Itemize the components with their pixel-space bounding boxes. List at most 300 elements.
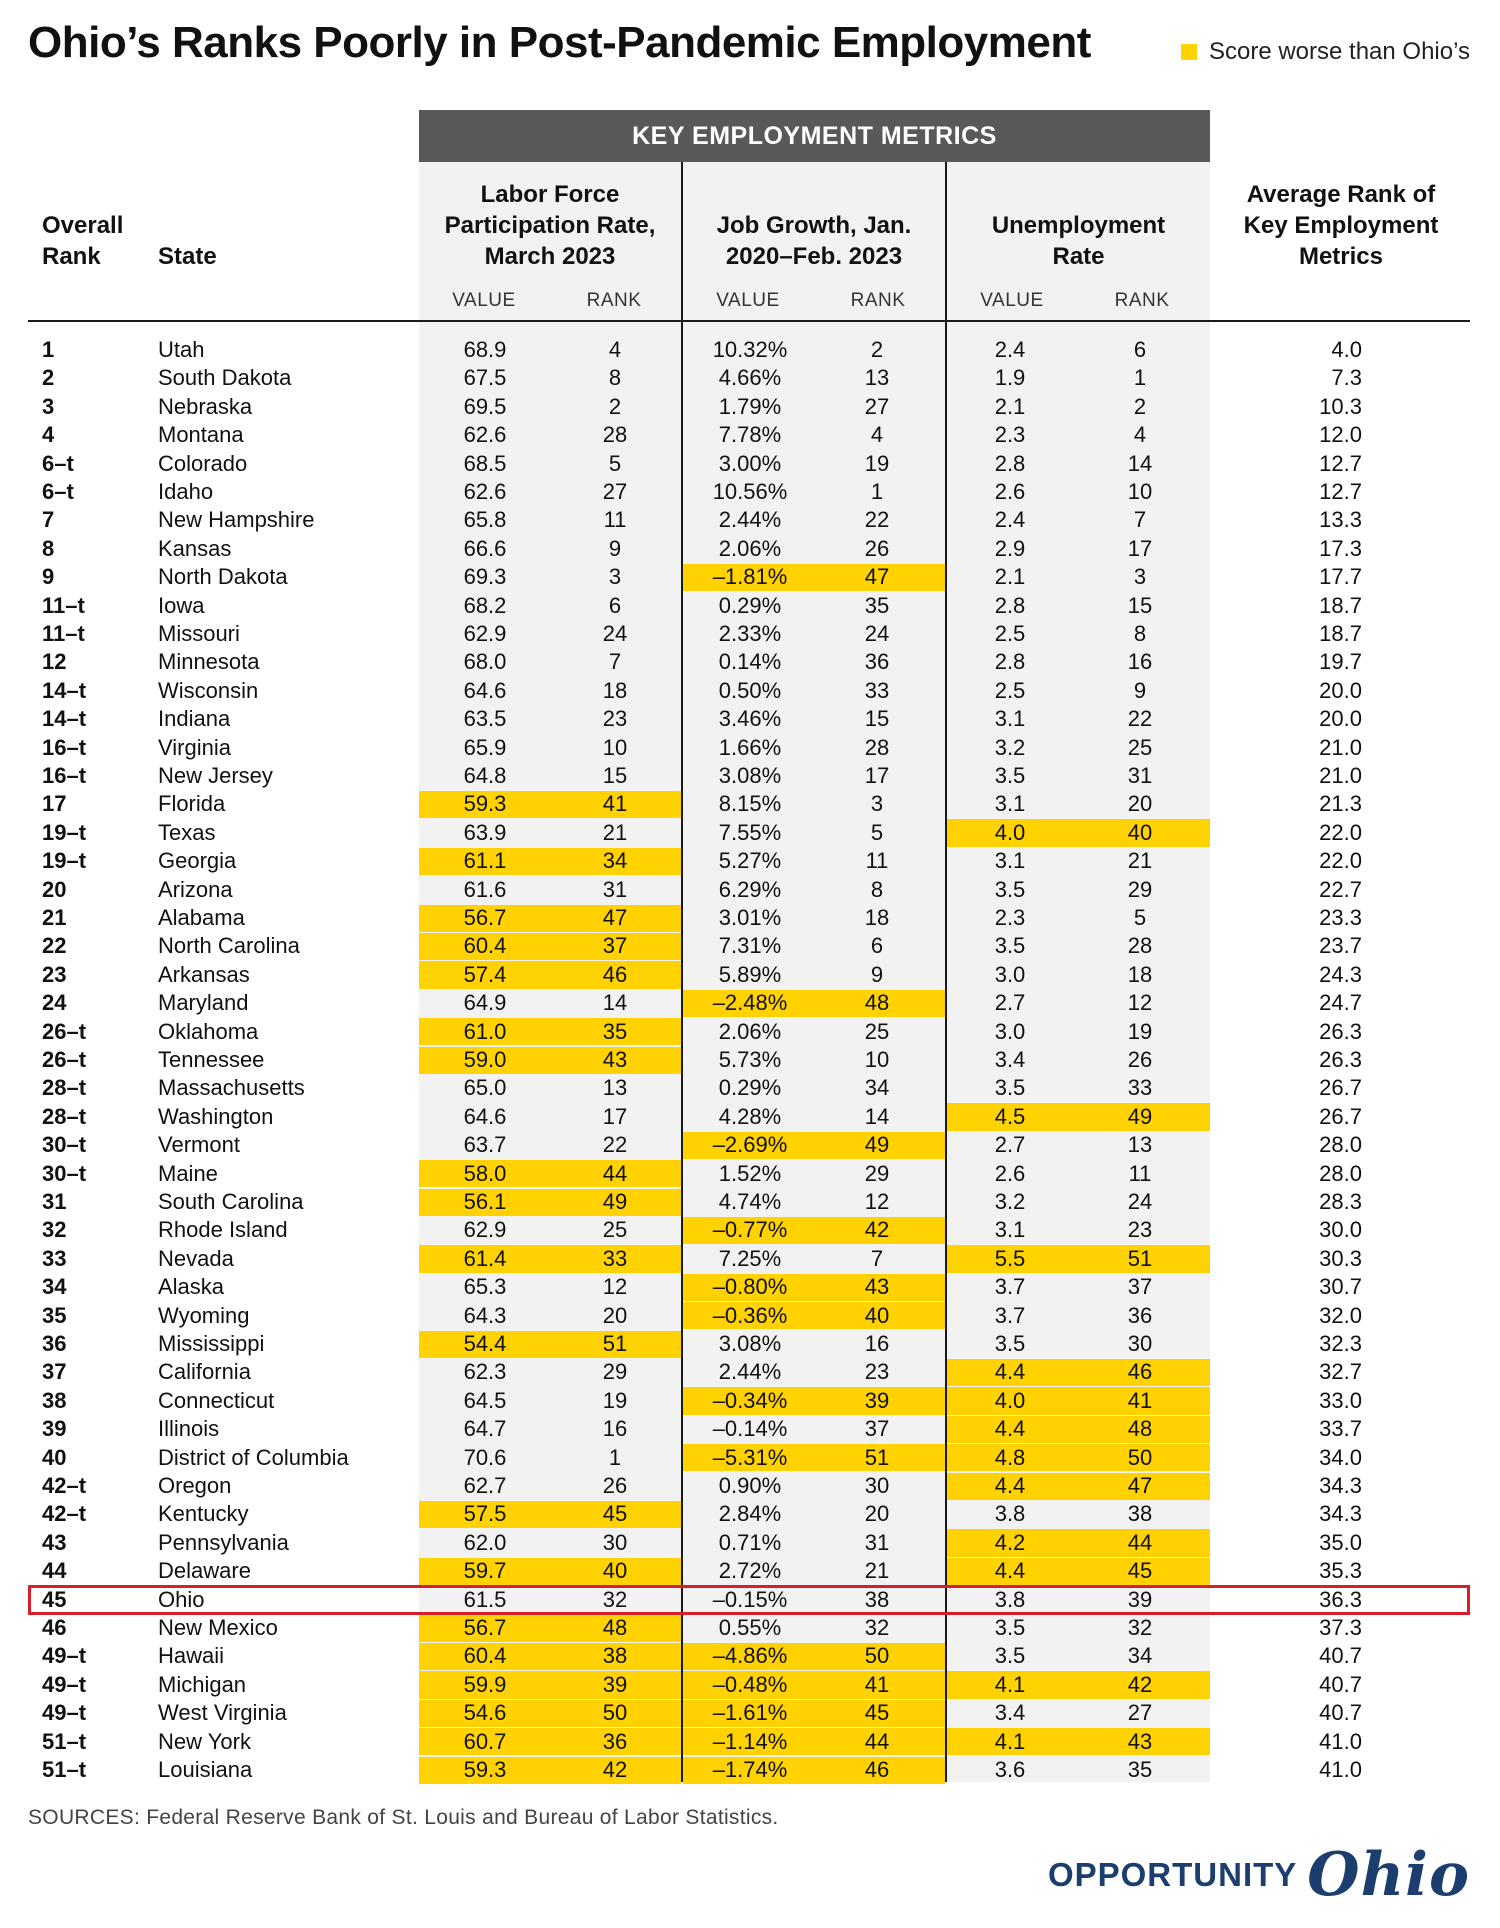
unemp-value-cell: 3.5: [994, 876, 1026, 902]
job-rank-cell: 23: [864, 1359, 890, 1385]
unemp-value-cell: 3.0: [994, 961, 1026, 987]
average-rank-cell: 10.3: [1319, 393, 1362, 419]
job-value-cell: 0.29%: [718, 592, 782, 618]
legend-label: Score worse than Ohio’s: [1208, 38, 1470, 65]
job-rank-cell: 50: [864, 1643, 890, 1669]
job-rank-cell: 22: [864, 507, 890, 533]
overall-rank-cell: 12: [42, 649, 67, 675]
lfpr-rank-cell: 49: [602, 1189, 628, 1214]
lfpr-rank-cell: 3: [608, 564, 622, 590]
average-rank-cell: 19.7: [1319, 649, 1362, 675]
lfpr-rank-cell: 9: [608, 535, 622, 561]
overall-rank-cell: 37: [42, 1359, 67, 1385]
lfpr-rank-cell: 21: [602, 819, 628, 845]
lfpr-value-cell: 65.8: [463, 507, 507, 533]
lfpr-value-cell: 59.7: [463, 1558, 507, 1584]
lfpr-rank-cell: 51: [602, 1331, 628, 1356]
average-rank-cell: 24.3: [1319, 961, 1362, 987]
overall-rank-cell: 19–t: [42, 819, 87, 845]
job-rank-cell: 9: [870, 961, 884, 987]
unemp-value-cell: 3.2: [994, 734, 1026, 760]
unemp-rank-cell: 50: [1127, 1444, 1153, 1470]
job-value-cell: 2.33%: [718, 621, 782, 646]
unemp-value-cell: 4.1: [994, 1728, 1026, 1754]
lfpr-rank-subheader: RANK: [586, 290, 642, 311]
average-rank-cell: 21.0: [1319, 734, 1362, 760]
lfpr-rank-cell: 46: [602, 961, 628, 987]
state-cell: Texas: [158, 819, 216, 845]
average-rank-cell: 17.7: [1319, 564, 1362, 590]
state-cell: Pennsylvania: [158, 1529, 289, 1555]
job-value-cell: 5.73%: [718, 1047, 782, 1072]
lfpr-rank-cell: 19: [602, 1387, 628, 1413]
lfpr-value-cell: 61.1: [463, 848, 507, 874]
job-value-cell: –0.48%: [712, 1671, 788, 1697]
job-value-cell: 0.55%: [718, 1615, 782, 1640]
job-rank-cell: 11: [865, 848, 889, 874]
lfpr-value-cell: 57.5: [463, 1501, 507, 1527]
job-rank-cell: 20: [864, 1501, 890, 1527]
average-rank-cell: 40.7: [1319, 1643, 1362, 1669]
unemp-rank-cell: 25: [1127, 734, 1153, 760]
job-rank-cell: 21: [864, 1558, 890, 1584]
lfpr-rank-cell: 36: [602, 1728, 628, 1754]
lfpr-value-cell: 56.7: [463, 905, 507, 930]
unemp-rank-cell: 46: [1127, 1359, 1153, 1385]
unemp-value-cell: 2.7: [994, 990, 1026, 1016]
lfpr-rank-cell: 14: [602, 990, 628, 1016]
state-cell: Louisiana: [158, 1757, 253, 1782]
job-rank-cell: 4: [870, 422, 884, 448]
average-rank-cell: 26.7: [1319, 1075, 1362, 1101]
job-value-cell: 0.50%: [718, 677, 782, 703]
job-rank-cell: 34: [864, 1075, 890, 1101]
average-rank-cell: 32.7: [1319, 1359, 1362, 1385]
job-rank-cell: 5: [870, 819, 884, 845]
state-cell: Virginia: [158, 734, 231, 760]
unemp-value-cell: 2.3: [994, 422, 1026, 448]
overall-rank-cell: 46: [42, 1615, 67, 1640]
unemp-rank-subheader: RANK: [1114, 290, 1170, 311]
overall-rank-cell: 2: [42, 365, 55, 391]
lfpr-value-cell: 69.5: [463, 393, 507, 419]
job-rank-cell: 49: [864, 1132, 890, 1158]
state-header: State: [158, 243, 217, 270]
average-rank-cell: 32.0: [1319, 1302, 1362, 1328]
lfpr-rank-cell: 45: [602, 1501, 628, 1527]
job-value-cell: 2.44%: [718, 507, 782, 533]
job-rank-cell: 13: [864, 365, 890, 391]
lfpr-value-cell: 70.6: [463, 1444, 507, 1470]
lfpr-value-cell: 66.6: [463, 535, 507, 561]
state-cell: Minnesota: [158, 649, 260, 675]
lfpr-rank-cell: 26: [602, 1473, 628, 1498]
lfpr-rank-cell: 24: [602, 621, 628, 646]
overall-rank-cell: 14–t: [42, 677, 87, 703]
unemp-value-cell: 3.0: [994, 1018, 1026, 1044]
overall-rank-cell: 40: [42, 1444, 67, 1470]
lfpr-value-cell: 65.3: [463, 1274, 507, 1300]
state-cell: West Virginia: [158, 1700, 287, 1726]
unemp-rank-cell: 11: [1128, 1160, 1152, 1186]
job-value-cell: 5.27%: [718, 848, 782, 874]
job-value-subheader: VALUE: [716, 290, 780, 311]
lfpr-rank-cell: 13: [602, 1075, 628, 1101]
job-rank-cell: 40: [864, 1302, 890, 1328]
lfpr-value-cell: 62.7: [463, 1473, 507, 1498]
unemp-rank-cell: 42: [1127, 1671, 1153, 1697]
state-cell: New Mexico: [158, 1615, 278, 1640]
unemp-rank-cell: 35: [1127, 1757, 1153, 1782]
job-rank-cell: 51: [864, 1444, 890, 1470]
state-cell: California: [158, 1359, 251, 1385]
lfpr-value-cell: 64.9: [463, 990, 507, 1016]
overall-rank-cell: 49–t: [42, 1643, 87, 1669]
job-value-cell: –0.77%: [712, 1217, 788, 1243]
lfpr-value-cell: 62.9: [463, 621, 507, 646]
job-rank-cell: 39: [864, 1387, 890, 1413]
job-value-cell: –0.15%: [712, 1586, 788, 1612]
overall-rank-cell: 11–t: [42, 592, 85, 618]
state-cell: Alaska: [158, 1274, 225, 1300]
job-value-cell: 2.44%: [718, 1359, 782, 1385]
average-rank-cell: 26.3: [1319, 1018, 1362, 1044]
job-rank-cell: 14: [864, 1103, 890, 1129]
state-cell: Nevada: [158, 1245, 234, 1271]
lfpr-rank-cell: 27: [602, 479, 628, 504]
unemp-rank-cell: 34: [1127, 1643, 1153, 1669]
lfpr-value-cell: 64.3: [463, 1302, 507, 1328]
lfpr-rank-cell: 47: [602, 905, 628, 930]
job-value-cell: 7.31%: [718, 933, 782, 959]
lfpr-value-cell: 56.1: [463, 1189, 507, 1214]
lfpr-rank-cell: 42: [602, 1757, 628, 1782]
overall-rank-cell: 39: [42, 1416, 67, 1442]
unemp-value-cell: 3.5: [994, 1643, 1026, 1669]
state-cell: Massachusetts: [158, 1075, 305, 1101]
unemp-value-cell: 3.1: [994, 1217, 1026, 1243]
lfpr-rank-cell: 8: [608, 365, 622, 391]
state-cell: Wyoming: [158, 1302, 250, 1328]
overall-rank-cell: 23: [42, 961, 67, 987]
unemp-value-cell: 4.8: [994, 1444, 1026, 1470]
overall-rank-cell: 16–t: [42, 734, 87, 760]
unemp-value-cell: 2.9: [994, 535, 1026, 561]
unemp-value-cell: 2.7: [994, 1132, 1026, 1158]
average-rank-cell: 30.3: [1319, 1245, 1362, 1271]
unemp-value-cell: 1.9: [994, 365, 1026, 391]
job-rank-cell: 32: [864, 1615, 890, 1640]
lfpr-value-cell: 63.9: [463, 819, 507, 845]
unemp-value-cell: 3.5: [994, 933, 1026, 959]
job-rank-cell: 45: [864, 1700, 890, 1726]
unemp-value-cell: 4.2: [994, 1529, 1026, 1555]
state-cell: South Carolina: [158, 1189, 304, 1214]
unemp-value-cell: 3.8: [994, 1501, 1026, 1527]
lfpr-rank-cell: 15: [602, 763, 628, 788]
state-cell: Colorado: [158, 450, 248, 476]
job-value-cell: 6.29%: [718, 876, 782, 902]
lfpr-rank-cell: 5: [608, 450, 622, 476]
lfpr-rank-cell: 35: [602, 1018, 628, 1044]
job-value-cell: 7.78%: [718, 422, 782, 448]
average-rank-cell: 32.3: [1319, 1331, 1362, 1356]
lfpr-rank-cell: 39: [602, 1671, 628, 1697]
lfpr-rank-cell: 44: [602, 1160, 628, 1186]
ohio-row-outline: [28, 1585, 1470, 1615]
job-rank-cell: 18: [864, 905, 890, 930]
unemp-value-cell: 5.5: [994, 1245, 1026, 1271]
average-rank-cell: 35.3: [1319, 1558, 1362, 1584]
lfpr-rank-cell: 28: [602, 422, 628, 448]
state-cell: Maryland: [158, 990, 249, 1016]
job-rank-cell: 46: [864, 1757, 890, 1782]
state-cell: New Hampshire: [158, 507, 315, 533]
unemp-value-cell: 2.6: [994, 1160, 1026, 1186]
state-cell: South Dakota: [158, 365, 292, 391]
lfpr-value-cell: 56.7: [463, 1615, 507, 1640]
lfpr-rank-cell: 4: [608, 337, 622, 362]
lfpr-value-cell: 59.0: [463, 1047, 507, 1072]
overall-rank-cell: 20: [42, 876, 67, 902]
unemp-value-subheader: VALUE: [980, 290, 1044, 311]
state-cell: Oregon: [158, 1473, 232, 1498]
lfpr-rank-cell: 43: [602, 1047, 628, 1072]
key-employment-metrics-header: KEY EMPLOYMENT METRICS: [419, 110, 1210, 162]
average-rank-cell: 20.0: [1319, 677, 1362, 703]
average-rank-cell: 34.3: [1319, 1501, 1362, 1527]
unemp-value-cell: 4.0: [994, 1387, 1026, 1413]
overall-rank-cell: 32: [42, 1217, 67, 1243]
job-value-cell: 1.66%: [718, 734, 782, 760]
lfpr-rank-cell: 29: [602, 1359, 628, 1385]
state-cell: Rhode Island: [158, 1217, 288, 1243]
lfpr-value-cell: 65.0: [463, 1075, 507, 1101]
job-value-cell: 2.06%: [718, 535, 782, 561]
lfpr-value-cell: 68.5: [463, 450, 507, 476]
unemp-rank-cell: 39: [1127, 1586, 1153, 1612]
state-cell: Nebraska: [158, 393, 253, 419]
lfpr-rank-cell: 1: [608, 1444, 622, 1470]
lfpr-value-cell: 64.7: [463, 1416, 507, 1442]
job-value-cell: 0.71%: [718, 1529, 782, 1555]
overall-rank-cell: 21: [42, 905, 67, 930]
job-value-cell: 0.29%: [718, 1075, 782, 1101]
unemp-rank-cell: 40: [1127, 819, 1153, 845]
job-value-cell: 2.84%: [718, 1501, 782, 1527]
overall-rank-cell: 7: [42, 507, 55, 533]
state-cell: Iowa: [158, 592, 205, 618]
lfpr-value-cell: 61.0: [463, 1018, 507, 1044]
unemp-rank-cell: 3: [1133, 564, 1147, 590]
unemp-rank-cell: 47: [1127, 1473, 1153, 1498]
sources-note: SOURCES: Federal Reserve Bank of St. Louis and Bureau of Labor Statistics.: [28, 1806, 779, 1829]
lfpr-rank-cell: 32: [602, 1586, 628, 1612]
job-rank-cell: 2: [870, 337, 884, 362]
overall-rank-cell: 11–t: [42, 621, 85, 646]
overall-rank-cell: 31: [42, 1189, 67, 1214]
unemp-value-cell: 3.5: [994, 1075, 1026, 1101]
average-rank-cell: 7.3: [1331, 365, 1362, 391]
state-cell: District of Columbia: [158, 1444, 349, 1470]
unemp-value-cell: 2.4: [994, 337, 1026, 362]
state-cell: Utah: [158, 337, 205, 362]
unemp-rank-cell: 2: [1133, 393, 1147, 419]
unemp-value-cell: 4.5: [994, 1103, 1026, 1129]
state-cell: Tennessee: [158, 1047, 265, 1072]
state-cell: Arkansas: [158, 961, 250, 987]
job-value-cell: –0.36%: [712, 1302, 788, 1328]
job-value-cell: –1.74%: [712, 1757, 788, 1782]
page-title: Ohio’s Ranks Poorly in Post-Pandemic Employment: [28, 18, 1091, 67]
overall-rank-cell: 6–t: [42, 450, 74, 476]
overall-rank-cell: 26–t: [42, 1047, 87, 1072]
unemp-value-cell: 2.5: [994, 621, 1026, 646]
job-rank-cell: 37: [864, 1416, 890, 1442]
lfpr-value-cell: 63.5: [463, 706, 507, 732]
job-rank-cell: 38: [864, 1586, 890, 1612]
state-cell: Kansas: [158, 535, 232, 561]
unemp-rank-cell: 45: [1127, 1558, 1153, 1584]
lfpr-rank-cell: 11: [603, 507, 627, 533]
lfpr-rank-cell: 20: [602, 1302, 628, 1328]
lfpr-value-cell: 59.3: [463, 791, 507, 817]
unemp-rank-cell: 7: [1133, 507, 1147, 533]
unemp-value-cell: 2.8: [994, 450, 1026, 476]
lfpr-rank-cell: 12: [602, 1274, 628, 1300]
lfpr-value-cell: 64.6: [463, 1103, 507, 1129]
state-cell: Idaho: [158, 479, 214, 504]
job-rank-cell: 3: [870, 791, 884, 817]
average-rank-cell: 34.0: [1319, 1444, 1362, 1470]
opportunity-ohio-logo: [1048, 1840, 1470, 1910]
job-rank-cell: 31: [864, 1529, 890, 1555]
job-rank-cell: 44: [864, 1728, 890, 1754]
overall-rank-cell: 19–t: [42, 848, 87, 874]
job-value-cell: 3.01%: [718, 905, 782, 930]
lfpr-value-cell: 60.7: [463, 1728, 507, 1754]
unemp-rank-cell: 29: [1127, 876, 1153, 902]
lfpr-rank-cell: 38: [602, 1643, 628, 1669]
job-value-cell: –2.69%: [712, 1132, 788, 1158]
job-value-cell: 0.14%: [718, 649, 782, 675]
state-cell: North Dakota: [158, 564, 288, 590]
unemp-rank-cell: 19: [1127, 1018, 1153, 1044]
average-rank-cell: 26.7: [1319, 1103, 1362, 1129]
job-rank-cell: 8: [870, 876, 884, 902]
average-rank-header: Average Rank of Key Employment Metrics: [1243, 181, 1439, 270]
lfpr-value-cell: 63.7: [463, 1132, 507, 1158]
unemp-rank-cell: 28: [1127, 933, 1153, 959]
state-cell: Washington: [158, 1103, 274, 1129]
unemp-rank-cell: 5: [1133, 905, 1147, 930]
unemp-value-cell: 3.7: [994, 1274, 1026, 1300]
unemp-rank-cell: 32: [1127, 1615, 1153, 1640]
overall-rank-cell: 17: [42, 791, 67, 817]
unemp-rank-cell: 48: [1127, 1416, 1153, 1442]
job-rank-cell: 24: [864, 621, 890, 646]
unemp-value-cell: 3.1: [994, 848, 1026, 874]
job-value-cell: –1.61%: [712, 1700, 788, 1726]
job-value-cell: 4.66%: [718, 365, 782, 391]
unemployment-header: Unemployment Rate: [991, 212, 1166, 270]
lfpr-value-cell: 61.4: [463, 1245, 507, 1271]
average-rank-cell: 37.3: [1319, 1615, 1362, 1640]
unemp-value-cell: 3.4: [994, 1700, 1026, 1726]
unemp-rank-cell: 44: [1127, 1529, 1153, 1555]
state-cell: Georgia: [158, 848, 237, 874]
average-rank-cell: 18.7: [1319, 621, 1362, 646]
overall-rank-cell: 1: [42, 337, 55, 362]
average-rank-cell: 22.0: [1319, 819, 1362, 845]
average-rank-cell: 41.0: [1319, 1757, 1362, 1782]
state-cell: Vermont: [158, 1132, 240, 1158]
lfpr-header: Labor Force Participation Rate, March 2023: [444, 181, 656, 270]
unemp-rank-cell: 8: [1133, 621, 1147, 646]
overall-rank-cell: 38: [42, 1387, 67, 1413]
job-rank-cell: 15: [864, 706, 890, 732]
unemp-value-cell: 4.4: [994, 1558, 1026, 1584]
job-rank-cell: 42: [864, 1217, 890, 1243]
unemp-rank-cell: 41: [1127, 1387, 1153, 1413]
average-rank-cell: 23.3: [1319, 905, 1362, 930]
lfpr-value-cell: 67.5: [463, 365, 507, 391]
lfpr-value-cell: 64.8: [463, 763, 507, 788]
job-rank-cell: 10: [864, 1047, 890, 1072]
overall-rank-cell: 44: [42, 1558, 67, 1584]
average-rank-cell: 20.0: [1319, 706, 1362, 732]
unemp-value-cell: 2.3: [994, 905, 1026, 930]
lfpr-value-cell: 54.6: [463, 1700, 507, 1726]
state-cell: Kentucky: [158, 1501, 249, 1527]
job-value-cell: –0.80%: [712, 1274, 788, 1300]
job-rank-cell: 47: [864, 564, 890, 590]
job-value-cell: 4.74%: [718, 1189, 782, 1214]
job-rank-cell: 27: [864, 393, 890, 419]
job-rank-cell: 26: [864, 535, 890, 561]
unemp-rank-cell: 21: [1127, 848, 1153, 874]
overall-rank-cell: 28–t: [42, 1103, 87, 1129]
logo-script: Ohio: [1307, 1840, 1470, 1910]
lfpr-rank-cell: 37: [602, 933, 628, 959]
unemp-value-cell: 3.5: [994, 1331, 1026, 1356]
lfpr-rank-cell: 23: [602, 706, 628, 732]
unemp-rank-cell: 12: [1127, 990, 1153, 1016]
unemp-rank-cell: 10: [1127, 479, 1153, 504]
job-value-cell: 1.79%: [718, 393, 782, 419]
unemp-value-cell: 3.1: [994, 706, 1026, 732]
unemp-value-cell: 3.7: [994, 1302, 1026, 1328]
job-rank-cell: 36: [864, 649, 890, 675]
lfpr-value-cell: 68.0: [463, 649, 507, 675]
average-rank-cell: 12.0: [1319, 422, 1362, 448]
job-rank-cell: 35: [864, 592, 890, 618]
overall-rank-cell: 9: [42, 564, 55, 590]
lfpr-value-cell: 57.4: [463, 961, 507, 987]
overall-rank-cell: 30–t: [42, 1132, 87, 1158]
overall-rank-cell: 49–t: [42, 1671, 87, 1697]
state-cell: Alabama: [158, 905, 245, 930]
lfpr-rank-cell: 50: [602, 1700, 628, 1726]
unemp-value-cell: 3.8: [994, 1586, 1026, 1612]
job-value-cell: 10.32%: [712, 337, 788, 362]
unemp-rank-cell: 23: [1127, 1217, 1153, 1243]
lfpr-value-cell: 68.9: [463, 337, 507, 362]
lfpr-rank-cell: 18: [602, 677, 628, 703]
unemp-value-cell: 2.8: [994, 592, 1026, 618]
unemp-rank-cell: 22: [1127, 706, 1153, 732]
job-rank-cell: 30: [864, 1473, 890, 1498]
